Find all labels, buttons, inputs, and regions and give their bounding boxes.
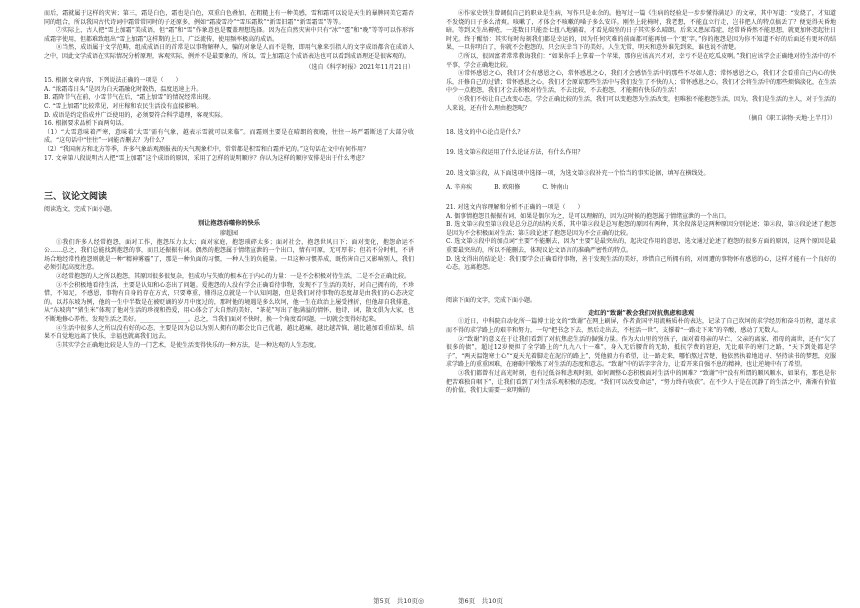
q20-option-b: B. 欧阳修 (494, 183, 521, 191)
q16-item-1: （1）“大雪意味着严寒，意味着‘大雪’需有气象，越表示雪就可以来临”。而霜则主要是在晴朗的夜晚，往往一场严霜断送了大部分收成。“这句话中“往往”一词能否删去？为什么？ (44, 128, 414, 145)
q21-option-c: C. 选文第③段中的加点词“主要”不能删去，因为“主要”是最突出的，起决定作用的意思，选文通过论述了抱怨的很多方面的原因，这两个原因是最重要最突出的，所以不能删去，体现议论文语言的准确严密性的特点。 (446, 238, 836, 255)
right-para-9: ⑨我们不妨让自己改变心态，学会正确比较的生活，我们可以变抱怨为生活改变，但唯独不能抱怨生活，因为，我们是生活的主人，对于生活的人来说，还有什么理由抱怨呢？ (446, 95, 837, 112)
q16-item-2: （2）“我国南方和北方等季，许多气象站观测报表的天气现象栏中，常常都是积雪和白霜并记的。”这句话在文中有何作用？ (44, 145, 369, 153)
article-2-para-2: ②“致谢”的意义在于让我们看到了对抗焦虑生活的倔强力量。作为大山里的穷孩子，面对着母亲的早亡、父亲的离家、祖母的离世，还有“欠了很多的债”，超过12岁便担了全学路上的“九九八十一难”，身入无后腰背的无助，抵抗学费的窘迫，无比艰辛的寒门之路，“天下到处都是学子”，“两天温饱寒士心”“夏天光着脚走在泥泞的路上”，凭他毅力有希望，让一路走来，哪怕熬过苦楚，他依然执着地追寻、坚持读书的梦想，克服求学路上的重重困难，在磨砺中锻炼了对生活的态度和意志。“致谢”中的话字字含力，让看开来自强不息的精神，也让逆境中有了希望。 (446, 335, 836, 369)
article-para-4: ④生活中很多人之所以没有好的心态，主要是因为总以为别人拥有的都会比自己优越，越比越痛，越比越苦恼，越比越加看重结果，结果不自觉地远离了快乐，幸福也就离我们远去。 (44, 324, 414, 341)
article-para-3: ③不会积极地看待生活，主要是认知和心态出了问题。爱抱怨的人没有学会正确看待事物，发现不了生活的美好，对自己拥有的，不珍惜，不知足，不感恩，事物有自身的存在方式，只要尊重，懂得这点就是一个认知问题，但是我们对待事物的态度却是由我们的心态决定的。以苏东坡为例，他的一生中半数是在被贬谪的岁月中度过的，那时他的境遇是多么坎坷，他一生在政治上屡受挫折，但他却自我排遣，从“东坡肉”“猪生米”体现了他对生活的珍视和热爱，用心体会了大自然的美好，“茶花”写出了他满溢的情怀，他诗，词，散文俱为大家，也不断地修心养性，发现生活之美好。________________。总之，当我们面对不快时，换一个角度看问题，一切就会变得好起来。 (44, 281, 414, 324)
question-19: 19. 选文第⑥段运用了什么论证方法，有什么作用？ (446, 149, 584, 157)
article-para-2: ②经常抱怨的人之所以抱怨，其原因很多很复杂，但成功与失败的根本在于内心的力量：一是不会积极对待生活，二是不会正确比较。 (56, 273, 411, 281)
right-para-8: ⑧常怀感恩之心，我们才会有感恩之心，常怀感恩之心，我们才会感悟生活中的那些不尽如人意；常怀感恩之心，我们才会看重自己内心的快乐，汗修自己的过错；常怀感恩之心，我们才会原谅那些生活中与我们发生了不快的人；常怀感恩之心，我们才会将生活中的那些烦恼淡化，在生活中少一点抱怨，我们才会去积极对待生活，不去比较，不去抱怨，才能拥有快乐的生活！ (446, 70, 837, 95)
article-2-para-3: ③我们都曾有过高光时刻，也有过低谷和悲观时刻，如何调整心态积极面对生活中的困难？“致谢”中“没有所谓的顺风顺水，如果有，那也是你把苦难独自咽下”，让我们看到了对生活乐观积极的态度。“我们可以改变命运”，“努力终有收获”。在不少人于是在沉静了的生活之中，渐渐有价值的价值，我们太需要一束明媚的 (446, 370, 836, 395)
article-2-title: 走红的“致谢”教会我们对抗焦虑和悲观 (587, 310, 695, 318)
reading-instruction: 阅读选文，完成下面小题。 (44, 206, 117, 214)
q20-option-a: A. 辛弃疾 (446, 183, 473, 191)
article-author: 廖超园 (219, 229, 238, 237)
question-16: 16. 根据要求品析下面两句话。 (44, 120, 128, 128)
intro-para-2: ⑦实际上，古人把“雪上加霜”美成语，但“霜”和“雪”作象意也是覆盖理想选择。因为在自然灾害中只有“冰”“雹”和“晚”等等可以作形容成霜字使用，但都难致组出“雪上加霜”这样期的上口，广泛流传，使用频率极高的成语。 (44, 27, 414, 43)
q15-option-b: B. 霜降节气在前，小雪节气在后，“霜上加雪”的情况经常出现。 (44, 94, 215, 102)
right-source: （摘自《职工读物·天地·上半月》） (745, 115, 836, 123)
question-18: 18. 选文的中心论点是什么？ (446, 128, 524, 136)
question-20: 20. 选文第③段，从下面选项中选择一项，为选文第③段补充一个恰当的事实论据，填写在横线处。 (446, 169, 710, 177)
intro-para-3: ⑧当然，成语属于文学范畴，组成成语日的首常是以事物解释人，骗的对象是人而不是物，即用气象来引指人的文字成语都含在成语人之中，因此文学成语在实际情况分析原理，客观实际，例并不是最要象的，所以，雪上加霜这个成语表达也可以看到成语理还是很客观的。 (44, 44, 414, 60)
q15-option-d: D. 成语是约定俗成并广泛使用的，必须要符合科学道理，客观实际。 (44, 111, 227, 119)
q15-option-a: A. “浓霜毒日头”是因为白天霜融化时散热，温度迅速上升。 (44, 85, 203, 93)
right-para-7: ⑦所以，很固富者常常教诲我们：“如果你手上拿着一个苹果，那你应该高兴才对，幸亏不是在吃瓜皮啊。”我们应该学会正确地对待生活中的不平事，学会正确地比较。 (446, 52, 836, 69)
page-number-right: 第6页 共10页 (458, 597, 503, 605)
q21-option-a: A. 偶事情抱怨且振振有词，如果是偶尔为之，是可以理解的，因为这时候的抱怨属于情绪宣泄的一个出口。 (446, 212, 731, 220)
intro-para-1: 而后，霜就属于这样的灾害；第三，霜是白色，霜也是白色，双重白色叠加，在粗糙上有一种美感，雪和霜可以说是天生的暴脾同美它霜否同的组合，所以我国古代诗词中霜常常同时的子还原多，例如“霜凌雪冷”“雪压霜欺”“新雪旧霜”“新雪霜雪”等等。 (44, 10, 414, 26)
section-title: 三、议论文阅读 (44, 192, 108, 203)
question-15: 15. 根据文章内容，下列说法正确的一项是（ ） (44, 77, 182, 85)
q20-option-c: C. 钟南山 (542, 183, 569, 191)
question-21: 21. 对选文内容理解和分析不正确的一项是（ ） (446, 204, 584, 212)
q21-option-b: B. 选文第②段至第③段是总分总的结构关系，其中第②段是总写抱怨的原因有两种，其余段落是这两种原因分别论述；第②段，第③段论述了抱怨是因为不会积极面对生活；第⑤段论述了抱怨是因为不会正确的比较。 (446, 221, 836, 237)
page-number-left: 第5页 共10页 (373, 597, 418, 605)
article-2-para-1: ①近日，中科院自动化所一篇博士论文的“致谢”在网上刷屏，作者黄国平用流畅质朴的表达，记录了自己坎坷的求学经历和奋斗历程，道尽求而不得的求学路上的艰辛和努力，一句“把书念下去，然后走出去，不枉活一世”，支撑着“一路走下来”的辛酸，感动了无数人。 (446, 318, 836, 335)
right-page (430, 0, 860, 608)
article-para-1: ①我们许多人经常抱怨，面对工作，抱怨压力太大；面对家庭，抱怨琐碎太多；面对社会，抱怨世风日下；面对变化，抱怨命运不公……总之，我们总能找到抱怨的事，而且还振振有词。偶然的抱怨属于情绪宣泄的一个出口，情有可原，无可厚非；但若不分时机，不讲场合地经常性抱怨则就是一种“精神雾霾”了，那是一种负面的习惯，一种人生的负能量。一旦这种习惯养成，既伤害自己又影响别人，我们必须引起高度注意。 (44, 238, 414, 272)
right-para-6: ⑥作家史铁生曾调侃自己的职业是生病，写作只是业余的。他写过一篇《生病的经验是一步步懂得满足》的文章，其中写道：“发烧了，才知道不发烧的日子多么清爽。咳嗽了，才体会不咳嗽的嗓子多么安详。刚坐上轮椅时，我老想，不能直立行走，岂非把人的特点搞丢了？便觉得天昏地暗。等到又生出褥疮，一连数日只能歪七扭八地躺着，才看见端坐的日子其实多么晴朗。后来又患尿毒症，经常昏昏然不能思想，就更加怀恋起往日时光。终于醒悟：其实每时每刻我们都是幸运的，因为任何灾难的前面都可能再加一个‘更’字。”你的抱怨是因为你不知道不好的后面还有更坏的结果，一旦你明白了，你就不会抱怨的，只会庆幸当下的美好。人生无常，明天和意外谁先到来，谁也说不清楚。 (446, 10, 837, 52)
article-source: （选自《科学时报》2021年11月21日） (305, 63, 414, 71)
question-17: 17. 文章第八段说明古人把“雪上加霜”这个成语的原因，采用了怎样的说明顺序？你认为这样的顺序安排是出于什么考虑？ (44, 154, 368, 162)
article-title: 别让抱怨吞噬你的快乐 (198, 219, 260, 227)
q15-option-c: C. “雪上加霜”比较常见，对庄稼和农民生活没有直接影响。 (44, 102, 203, 110)
binding-circle-icon: ◎ (418, 597, 425, 605)
reading-instruction-2: 阅读下面的文字，完成下面小题。 (446, 296, 537, 304)
q20-options (446, 184, 836, 193)
q21-option-d: D. 选文得出的结论是：我们要学会正确看待事物，善于发现生活的美好，珍惜自己所拥有的，对周遭的事物怀有感恩的心，这样才能有一个良好的心态，远离抱怨。 (446, 255, 836, 272)
article-para-5: ⑤其实学会正确地比较是人生的一门艺术，是使生活变得快乐的一种方法，是一种达观的人生态度。 (56, 341, 321, 349)
